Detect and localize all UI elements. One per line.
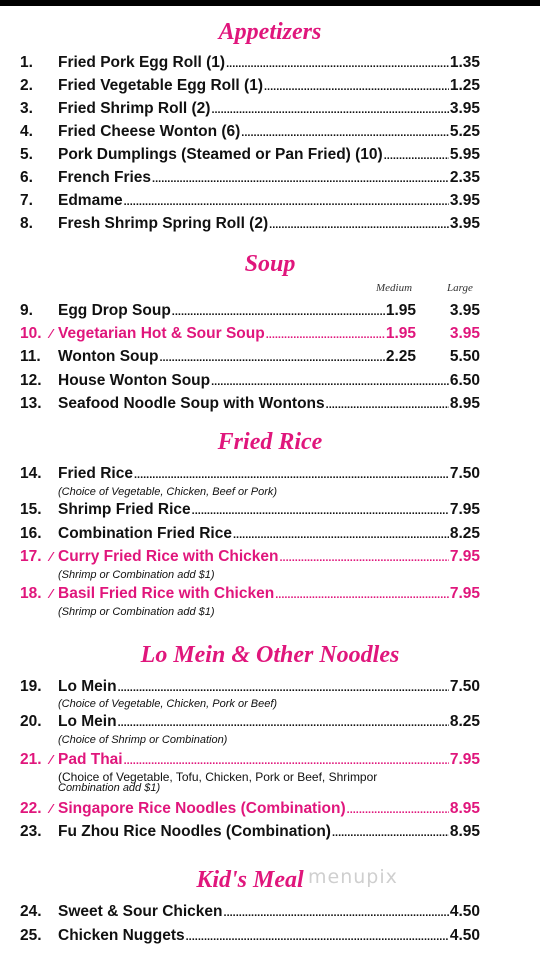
item-price: 2.35 bbox=[449, 169, 480, 186]
item-price: 8.25 bbox=[449, 525, 480, 542]
menu-item[interactable] bbox=[20, 121, 480, 143]
leader-dots bbox=[211, 371, 449, 393]
menu-item[interactable] bbox=[20, 393, 480, 415]
item-number: 5. bbox=[20, 146, 33, 163]
item-number: 18. bbox=[20, 585, 42, 602]
chili-icon: ⁄ bbox=[50, 586, 53, 601]
item-name: Fried Vegetable Egg Roll (1) bbox=[58, 77, 263, 94]
item-name: Wonton Soup bbox=[58, 348, 159, 365]
leader-dots bbox=[280, 547, 449, 569]
item-price: 5.95 bbox=[449, 146, 480, 163]
leader-dots bbox=[241, 122, 449, 144]
item-number: 15. bbox=[20, 501, 42, 518]
item-note: (Choice of Vegetable, Chicken, Pork or Beef) bbox=[58, 698, 278, 710]
menu-item[interactable] bbox=[20, 213, 480, 235]
item-number: 7. bbox=[20, 192, 33, 209]
leader-dots bbox=[211, 99, 448, 121]
item-price: 3.95 bbox=[449, 100, 480, 117]
item-price: 7.95 bbox=[449, 501, 480, 518]
leader-dots bbox=[159, 347, 384, 369]
item-name: Fu Zhou Rice Noodles (Combination) bbox=[58, 823, 331, 840]
menu-item[interactable] bbox=[20, 499, 480, 521]
leader-dots bbox=[118, 712, 449, 734]
item-note: (Shrimp or Combination add $1) bbox=[58, 606, 215, 618]
menu-item[interactable] bbox=[20, 167, 480, 189]
column-header-large: Large bbox=[447, 282, 473, 294]
item-price: 7.50 bbox=[449, 678, 480, 695]
item-number: 9. bbox=[20, 302, 33, 319]
item-price: 6.50 bbox=[449, 372, 480, 389]
leader-dots bbox=[192, 500, 449, 522]
item-price: 7.95 bbox=[449, 548, 480, 565]
item-number: 8. bbox=[20, 215, 33, 232]
item-price: 3.95 bbox=[449, 192, 480, 209]
item-name: Edmame bbox=[58, 192, 123, 209]
leader-dots bbox=[269, 214, 449, 236]
leader-dots bbox=[233, 524, 449, 546]
leader-dots bbox=[347, 799, 449, 821]
menu-item[interactable] bbox=[20, 821, 480, 843]
item-price-large: 5.50 bbox=[449, 348, 480, 365]
leader-dots bbox=[332, 822, 449, 844]
menu-item-spicy[interactable] bbox=[20, 323, 480, 345]
item-number: 16. bbox=[20, 525, 42, 542]
item-name: Basil Fried Rice with Chicken bbox=[58, 585, 275, 602]
item-name: House Wonton Soup bbox=[58, 372, 211, 389]
section-title-appetizers: Appetizers bbox=[218, 19, 322, 45]
leader-dots bbox=[152, 168, 449, 190]
item-name: Fresh Shrimp Spring Roll (2) bbox=[58, 215, 269, 232]
item-name: Singapore Rice Noodles (Combination) bbox=[58, 800, 346, 817]
menu-item[interactable] bbox=[20, 711, 480, 733]
item-price: 8.95 bbox=[449, 823, 480, 840]
menu-item-spicy[interactable] bbox=[20, 798, 480, 820]
watermark: menupix bbox=[308, 866, 398, 888]
item-price-large: 3.95 bbox=[449, 325, 480, 342]
item-price: 4.50 bbox=[449, 927, 480, 944]
column-header-medium: Medium bbox=[376, 282, 413, 294]
item-name: French Fries bbox=[58, 169, 152, 186]
item-name: Lo Mein bbox=[58, 678, 117, 695]
chili-icon: ⁄ bbox=[50, 549, 53, 564]
leader-dots bbox=[275, 584, 449, 606]
item-number: 1. bbox=[20, 54, 33, 71]
menu-item-spicy[interactable] bbox=[20, 749, 480, 771]
leader-dots bbox=[384, 145, 449, 167]
item-number: 2. bbox=[20, 77, 33, 94]
chili-icon: ⁄ bbox=[50, 326, 53, 341]
item-price: 8.95 bbox=[449, 800, 480, 817]
item-name: Fried Shrimp Roll (2) bbox=[58, 100, 211, 117]
item-number: 6. bbox=[20, 169, 33, 186]
item-price-medium: 1.95 bbox=[385, 325, 416, 342]
item-number: 11. bbox=[20, 348, 41, 365]
chili-icon: ⁄ bbox=[50, 752, 53, 767]
item-price: 7.50 bbox=[449, 465, 480, 482]
menu-item[interactable] bbox=[20, 75, 480, 97]
item-name: Curry Fried Rice with Chicken bbox=[58, 548, 279, 565]
leader-dots bbox=[172, 301, 385, 323]
item-number: 3. bbox=[20, 100, 33, 117]
item-name: Sweet & Sour Chicken bbox=[58, 903, 223, 920]
item-number: 10. bbox=[20, 325, 42, 342]
leader-dots bbox=[124, 750, 449, 772]
menu-item[interactable] bbox=[20, 144, 480, 166]
leader-dots bbox=[118, 677, 449, 699]
item-price: 7.95 bbox=[449, 751, 480, 768]
leader-dots bbox=[266, 324, 385, 346]
item-note: (Choice of Shrimp or Combination) bbox=[58, 734, 228, 746]
item-price: 4.50 bbox=[449, 903, 480, 920]
item-price-medium: 2.25 bbox=[385, 348, 416, 365]
leader-dots bbox=[226, 53, 449, 75]
item-note: (Shrimp or Combination add $1) bbox=[58, 569, 215, 581]
menu-item-spicy[interactable] bbox=[20, 583, 480, 605]
item-number: 23. bbox=[20, 823, 42, 840]
item-note-continued: Combination add $1) bbox=[58, 782, 161, 794]
section-title-lo-mein: Lo Mein & Other Noodles bbox=[140, 642, 400, 668]
item-price-medium: 1.95 bbox=[385, 302, 416, 319]
menu-item[interactable] bbox=[20, 676, 480, 698]
item-name: Chicken Nuggets bbox=[58, 927, 185, 944]
item-name: Fried Pork Egg Roll (1) bbox=[58, 54, 226, 71]
top-bar bbox=[0, 0, 540, 6]
item-number: 24. bbox=[20, 903, 42, 920]
chili-icon: ⁄ bbox=[50, 801, 53, 816]
item-name: Fried Rice bbox=[58, 465, 133, 482]
item-number: 12. bbox=[20, 372, 42, 389]
item-number: 14. bbox=[20, 465, 42, 482]
leader-dots bbox=[326, 394, 449, 416]
item-number: 4. bbox=[20, 123, 33, 140]
leader-dots bbox=[264, 76, 449, 98]
item-price: 3.95 bbox=[449, 215, 480, 232]
item-price: 1.35 bbox=[449, 54, 480, 71]
item-name: Lo Mein bbox=[58, 713, 117, 730]
leader-dots bbox=[134, 464, 449, 486]
item-number: 22. bbox=[20, 800, 42, 817]
menu-item[interactable] bbox=[20, 523, 480, 545]
item-name: Seafood Noodle Soup with Wontons bbox=[58, 395, 325, 412]
menu-item[interactable] bbox=[20, 901, 480, 923]
leader-dots bbox=[186, 926, 449, 948]
item-number: 20. bbox=[20, 713, 42, 730]
menu-item[interactable] bbox=[20, 463, 480, 485]
menu-item[interactable] bbox=[20, 52, 480, 74]
menu-item-spicy[interactable] bbox=[20, 546, 480, 568]
section-title-fried-rice: Fried Rice bbox=[217, 429, 323, 455]
item-number: 13. bbox=[20, 395, 42, 412]
item-name: Combination Fried Rice bbox=[58, 525, 232, 542]
item-name: Egg Drop Soup bbox=[58, 302, 171, 319]
item-name: Fried Cheese Wonton (6) bbox=[58, 123, 241, 140]
item-note: (Choice of Vegetable, Tofu, Chicken, Pork or Beef, Shrimpor bbox=[58, 770, 378, 784]
menu-item[interactable] bbox=[20, 925, 480, 947]
item-number: 17. bbox=[20, 548, 42, 565]
item-price: 7.95 bbox=[449, 585, 480, 602]
item-number: 21. bbox=[20, 751, 42, 768]
section-title-kids-meal: Kid's Meal bbox=[196, 867, 304, 893]
item-price-large: 3.95 bbox=[449, 302, 480, 319]
menu-item[interactable] bbox=[20, 370, 480, 392]
item-price: 8.25 bbox=[449, 713, 480, 730]
leader-dots bbox=[224, 902, 449, 924]
leader-dots bbox=[124, 191, 449, 213]
item-number: 19. bbox=[20, 678, 42, 695]
item-number: 25. bbox=[20, 927, 42, 944]
menu-item[interactable] bbox=[20, 98, 480, 120]
menu-item[interactable] bbox=[20, 190, 480, 212]
menu-item[interactable] bbox=[20, 300, 480, 322]
item-note: (Choice of Vegetable, Chicken, Beef or Pork) bbox=[58, 486, 278, 498]
item-name: Shrimp Fried Rice bbox=[58, 501, 191, 518]
menu-item[interactable] bbox=[20, 346, 480, 368]
item-name: Pad Thai bbox=[58, 751, 123, 768]
item-price: 5.25 bbox=[449, 123, 480, 140]
item-name: Vegetarian Hot & Sour Soup bbox=[58, 325, 265, 342]
item-price: 1.25 bbox=[449, 77, 480, 94]
section-title-soup: Soup bbox=[244, 251, 296, 277]
item-price: 8.95 bbox=[449, 395, 480, 412]
item-name: Pork Dumplings (Steamed or Pan Fried) (10) bbox=[58, 146, 383, 163]
